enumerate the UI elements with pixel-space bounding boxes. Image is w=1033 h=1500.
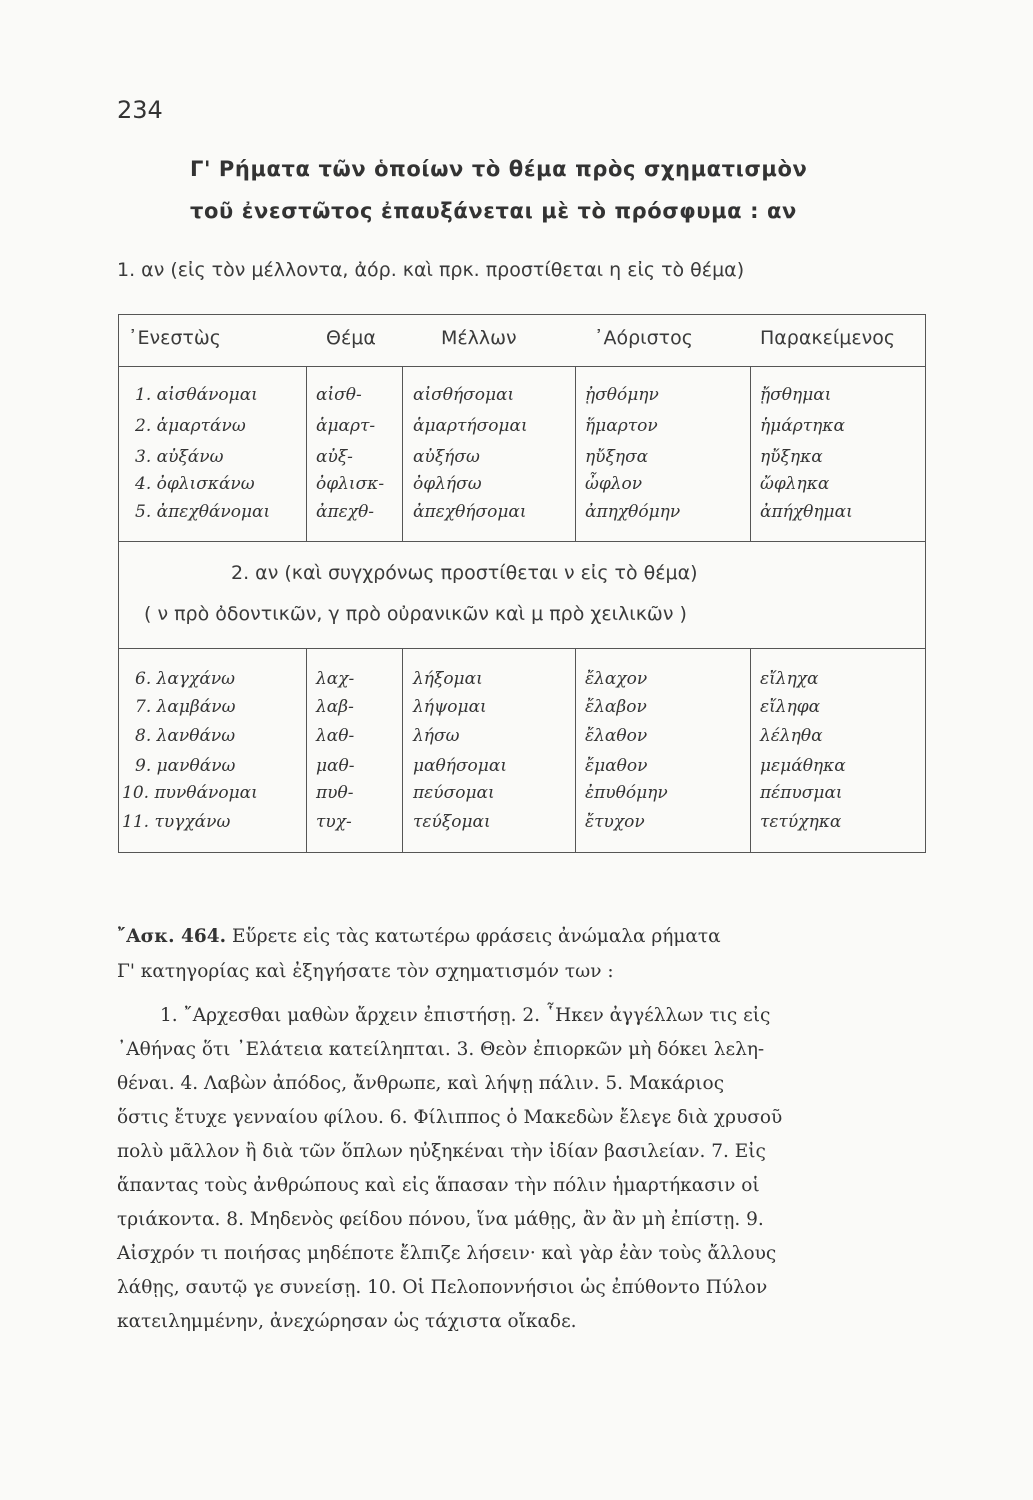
table-cell: εἴληχα [760, 669, 819, 689]
table-cell: πέπυσμαι [760, 783, 843, 803]
exercise-line: κατειλημμένην, ἀνεχώρησαν ὡς τάχιστα οἴκαδε. [117, 1311, 577, 1332]
exercise-intro-line-1: ῎Ασκ. 464. Εὕρετε εἰς τὰς κατωτέρω φράσεις ἀνώμαλα ρήματα [117, 926, 721, 947]
table-cell: ἀπεχθ- [316, 502, 375, 522]
header-perfect: Παρακείμενος [760, 327, 896, 349]
table-cell: αὐξήσω [413, 447, 480, 467]
table-cell: ἔλαθον [585, 726, 648, 746]
table-cell: πεύσομαι [413, 783, 495, 803]
table-cell: αἰσθήσομαι [413, 385, 515, 405]
table-cell: μαθ- [316, 756, 355, 776]
section-heading-line-2: τοῦ ἐνεστῶτος ἐπαυξάνεται μὲ τὸ πρόσφυμα : αν [190, 199, 797, 223]
table-cell: μαθήσομαι [413, 756, 507, 776]
table-cell: ἀπηχθόμην [585, 502, 681, 522]
table-cell: τυχ- [316, 812, 352, 832]
table-cell: εἴληφα [760, 697, 821, 717]
table-cell: ἔλαχον [585, 669, 648, 689]
exercise-line: πολὺ μᾶλλον ἢ διὰ τῶν ὅπλων ηὐξηκέναι τὴν ἰδίαν βασιλείαν. 7. Εἰς [117, 1141, 766, 1162]
table-cell: 1. αἰσθάνομαι [135, 385, 258, 405]
table-cell: ἡμάρτηκα [760, 416, 845, 436]
table-bottom-rule [118, 852, 926, 853]
table-cell: ὀφλήσω [413, 474, 482, 494]
rule-2-line-1: 2. αν (καὶ συγχρόνως προστίθεται ν εἰς τὸ θέμα) [231, 562, 698, 584]
exercise-line: λάθῃς, σαυτῷ γε συνείσῃ. 10. Οἱ Πελοποννήσιοι ὡς ἐπύθοντο Πύλον [117, 1277, 768, 1298]
table-left-border [118, 314, 119, 852]
exercise-line: τριάκοντα. 8. Μηδενὸς φείδου πόνου, ἵνα μάθῃς, ἂν ἂν μὴ ἐπίστῃ. 9. [117, 1209, 764, 1230]
rule-2-line-2: ( ν πρὸ ὀδοντικῶν, γ πρὸ οὐρανικῶν καὶ μ πρὸ χειλικῶν ) [144, 603, 687, 625]
table-cell: 6. λαγχάνω [135, 669, 236, 689]
table-cell: 5. ἀπεχθάνομαι [135, 502, 271, 522]
table-cell: ᾐσθόμην [585, 385, 659, 405]
exercise-line: ἅπαντας τοὺς ἀνθρώπους καὶ εἰς ἅπασαν τὴν πόλιν ἡμαρτήκασιν οἱ [117, 1175, 760, 1196]
rule-1: 1. αν (εἰς τὸν μέλλοντα, ἀόρ. καὶ πρκ. προστίθεται η εἰς τὸ θέμα) [117, 259, 745, 281]
table-cell: αἰσθ- [316, 385, 362, 405]
table-cell: λαθ- [316, 726, 355, 746]
table-cell: ἥμαρτον [585, 416, 658, 436]
table-cell: λήσω [413, 726, 460, 746]
table-cell: 7. λαμβάνω [135, 697, 236, 717]
table-cell: 10. πυνθάνομαι [122, 783, 258, 803]
table-cell: λήξομαι [413, 669, 483, 689]
exercise-line: 1. ῎Αρχεσθαι μαθὼν ἄρχειν ἐπιστήσῃ. 2. ῟Ηκεν ἀγγέλλων τις εἰς [160, 1005, 771, 1026]
table-cell: λήψομαι [413, 697, 487, 717]
table-cell: ἔμαθον [585, 756, 648, 776]
table-cell: 3. αὐξάνω [135, 447, 224, 467]
table-cell: 9. μανθάνω [135, 756, 236, 776]
table-cell: 4. ὀφλισκάνω [135, 474, 255, 494]
table-cell: λαβ- [316, 697, 354, 717]
table-cell: τεύξομαι [413, 812, 491, 832]
table-cell: πυθ- [316, 783, 354, 803]
exercise-label: ῎Ασκ. 464. [117, 926, 227, 947]
table-cell: 8. λανθάνω [135, 726, 236, 746]
header-future: Μέλλων [441, 327, 517, 349]
table-cell: λέληθα [760, 726, 823, 746]
header-bottom-rule [118, 366, 926, 367]
table-cell: ἀπεχθήσομαι [413, 502, 527, 522]
table-right-border [925, 314, 926, 852]
table-cell: 2. ἁμαρτάνω [135, 416, 246, 436]
table-cell: μεμάθηκα [760, 756, 846, 776]
table-cell: ὦφλον [585, 474, 643, 494]
exercise-line: ᾿Αθήνας ὅτι ᾿Ελάτεια κατείληπται. 3. Θεὸν ἐπιορκῶν μὴ δόκει λελη- [117, 1039, 765, 1060]
group1-bottom-rule [118, 541, 926, 542]
table-cell: λαχ- [316, 669, 355, 689]
section-heading-line-1: Γ' Ρήματα τῶν ὁποίων τὸ θέμα πρὸς σχηματισμὸν [190, 157, 808, 181]
table-cell: ἁμαρτ- [316, 416, 376, 436]
table-cell: ἀπήχθημαι [760, 502, 853, 522]
header-aorist: ᾿Αόριστος [594, 327, 693, 349]
table-cell: ἐπυθόμην [585, 783, 668, 803]
exercise-intro-line-2: Γ' κατηγορίας καὶ ἐξηγήσατε τὸν σχηματισμόν των : [117, 961, 614, 982]
exercise-line: θέναι. 4. Λαβὼν ἀπόδος, ἄνθρωπε, καὶ λήψῃ πάλιν. 5. Μακάριος [117, 1073, 725, 1094]
exercise-line: ὅστις ἔτυχε γενναίου φίλου. 6. Φίλιππος ὁ Μακεδὼν ἔλεγε διὰ χρυσοῦ [117, 1107, 783, 1128]
table-cell: ἁμαρτήσομαι [413, 416, 528, 436]
table-cell: ἔλαβον [585, 697, 647, 717]
table-cell: ὤφληκα [760, 474, 830, 494]
table-cell: ὀφλισκ- [316, 474, 385, 494]
table-cell: ἔτυχον [585, 812, 645, 832]
table-cell: ᾔσθημαι [760, 385, 832, 405]
table-cell: τετύχηκα [760, 812, 842, 832]
header-stem: Θέμα [326, 327, 376, 349]
table-cell: ηὔξησα [585, 447, 649, 467]
table-cell: 11. τυγχάνω [122, 812, 231, 832]
exercise-line: Αἰσχρόν τι ποιήσας μηδέποτε ἔλπιζε λήσειν· καὶ γὰρ ἐὰν τοὺς ἄλλους [117, 1243, 777, 1264]
table-top-rule [118, 314, 926, 315]
page-number: 234 [117, 96, 163, 124]
table-cell: ηὔξηκα [760, 447, 823, 467]
group2-top-rule [118, 648, 926, 649]
header-present: ᾿Ενεστὼς [128, 327, 221, 349]
table-cell: αὐξ- [316, 447, 353, 467]
